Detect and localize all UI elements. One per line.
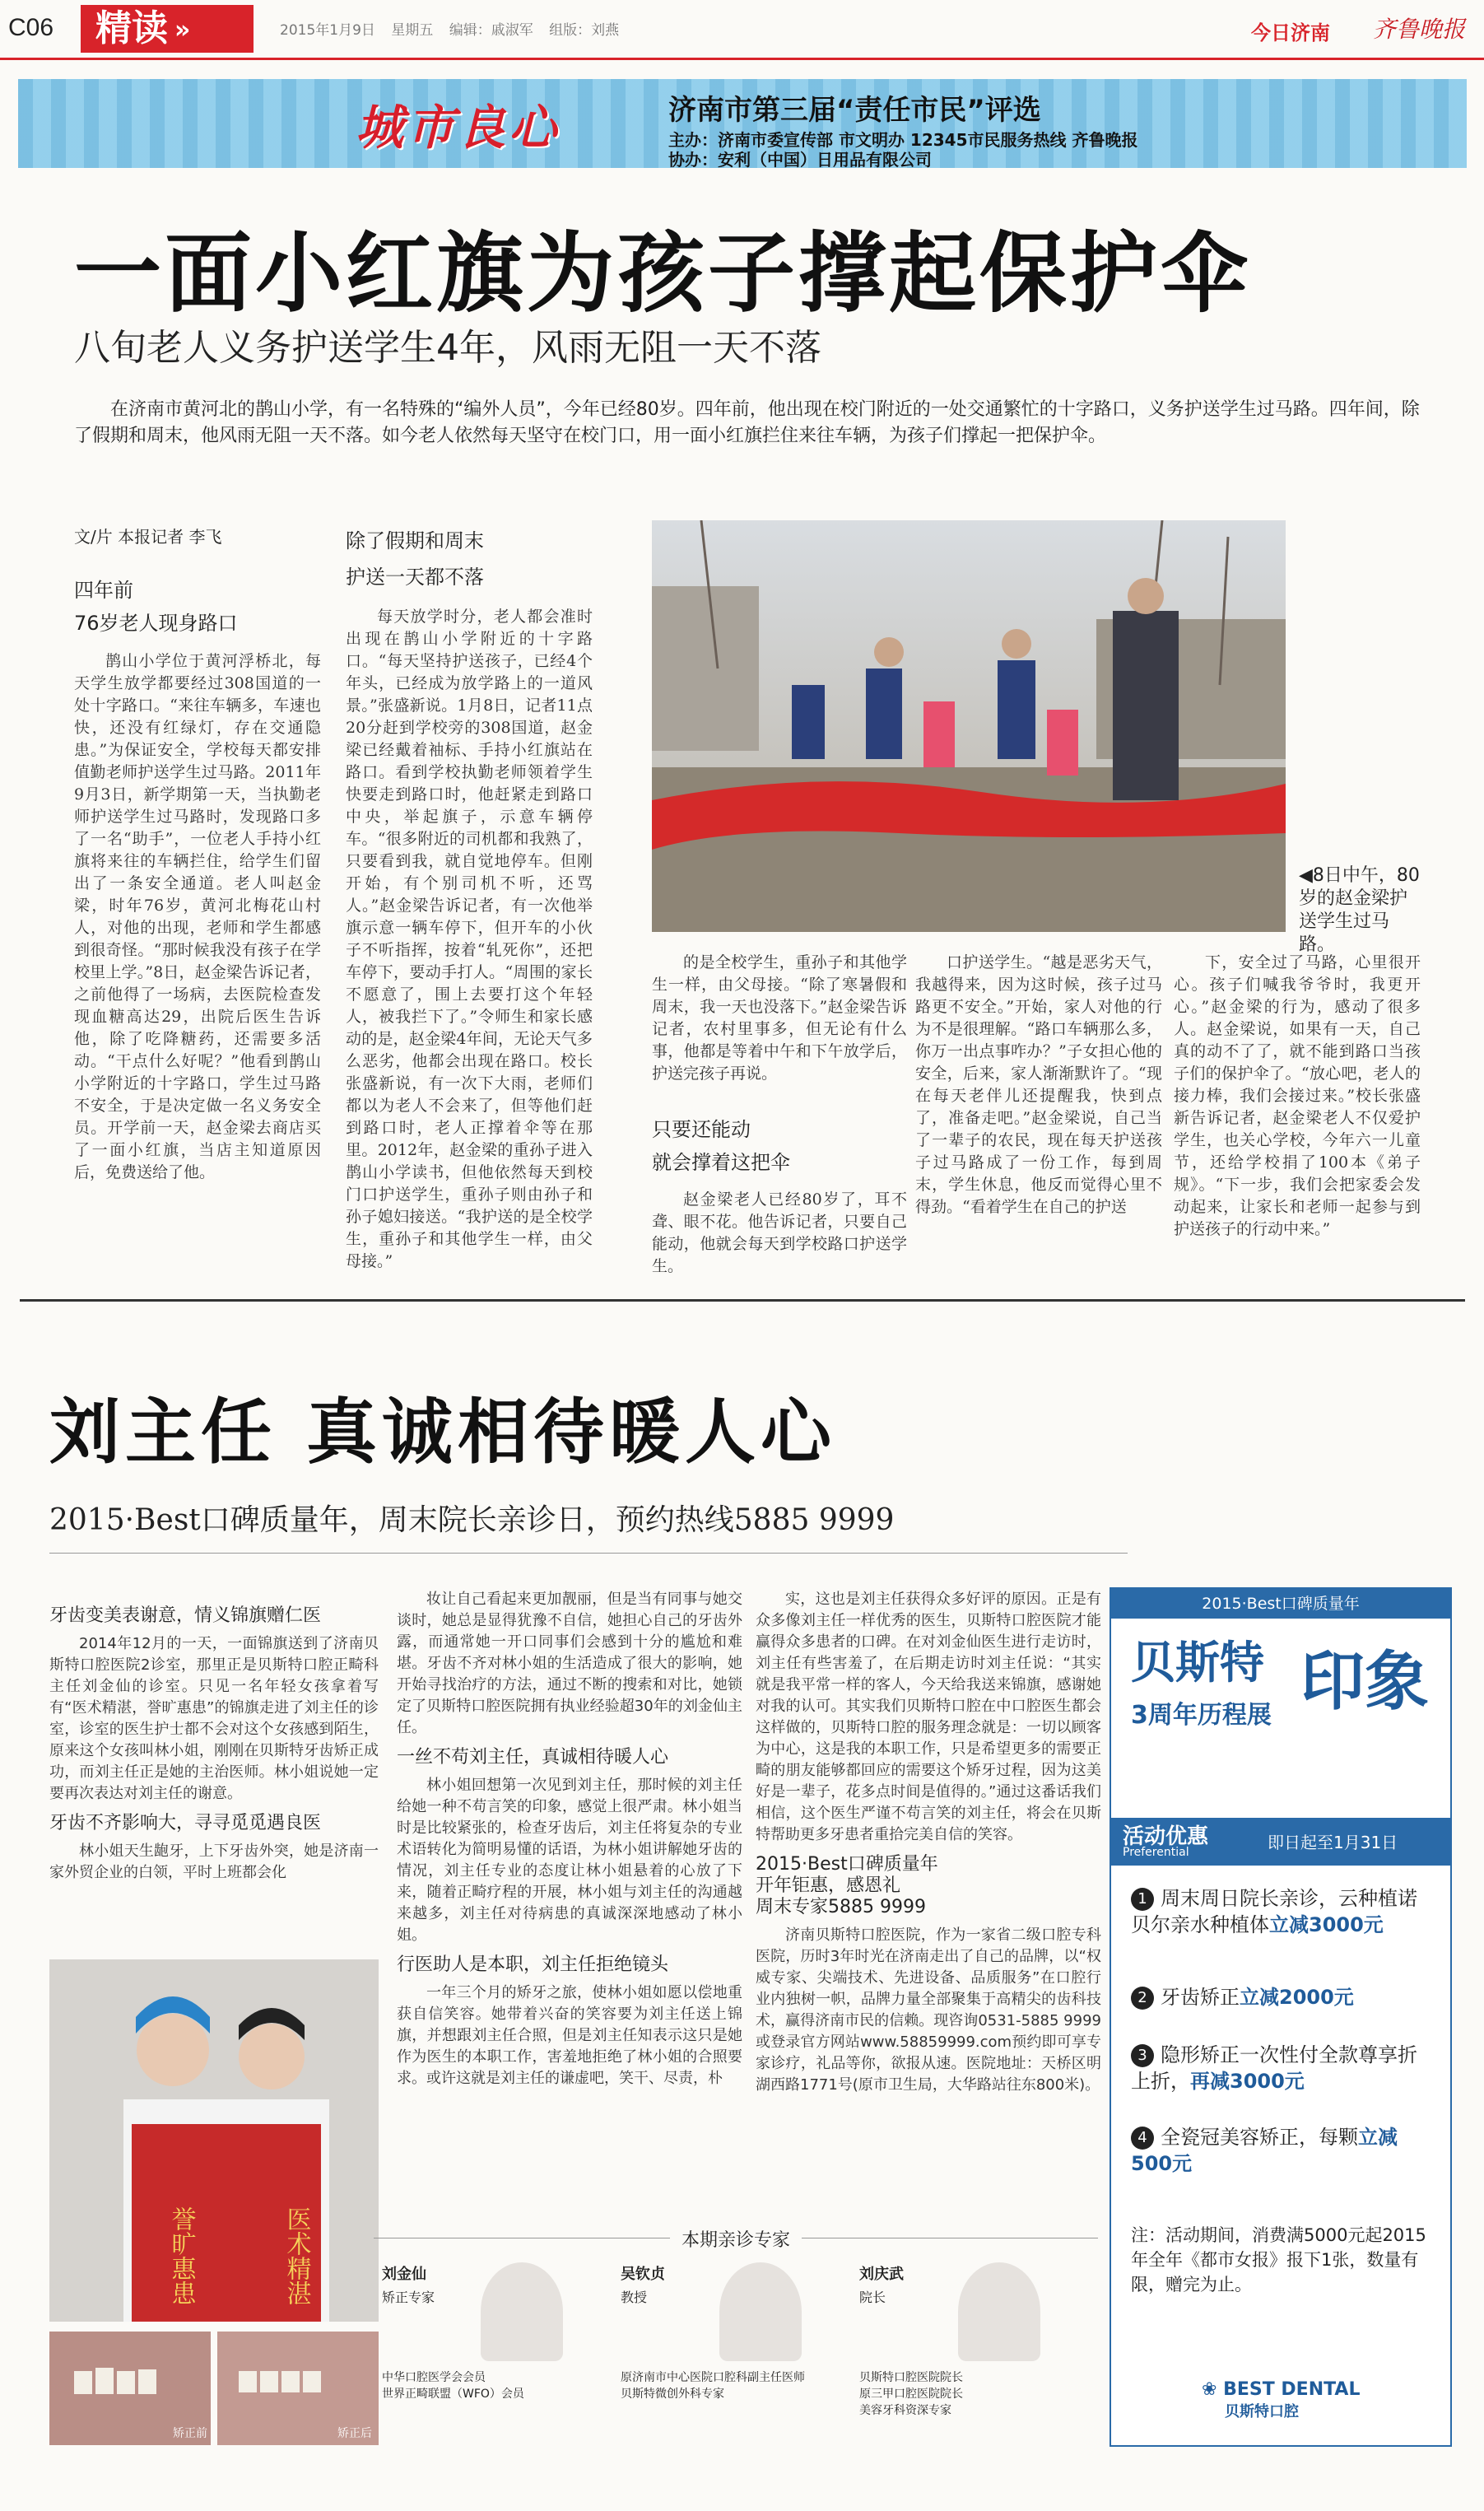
- expert-name: 刘金仙: [382, 2266, 426, 2283]
- article-headline: 一面小红旗为孩子撑起保护伞: [74, 223, 1251, 324]
- expert-desc: 原济南市中心医院口腔科副主任医师 贝斯特微创外科专家: [621, 2371, 805, 2401]
- flower-icon: ❀: [1202, 2379, 1217, 2400]
- expert-card: [859, 2262, 1090, 2443]
- news-photo-image: [652, 520, 1286, 932]
- promo-highlight: 立减2000元: [1240, 1986, 1354, 2009]
- banner-coorganizer: 协办：安利（中国）日用品有限公司: [668, 150, 932, 168]
- section-title: 就会撑着这把伞: [652, 1151, 790, 1174]
- promo-text: 牙齿矫正: [1161, 1986, 1240, 2009]
- ad-text: 一年三个月的矫牙之旅，使林小姐如愿以偿地重获自信笑容。她带着兴奋的笑容要为刘主任送上锦旗，并想跟刘主任合照，但是刘主任知表示这只是她作为医生的本职工作，害羞地拒绝了林小姐的合照要求。或许这就是刘主任的谦虚吧，笑干、尽责，朴: [397, 1984, 742, 2087]
- campaign-banner: [18, 79, 1467, 168]
- promo-text: 全瓷冠美容矫正，每颗: [1161, 2126, 1358, 2149]
- number-badge: 1: [1131, 1888, 1154, 1911]
- promo-item: [1131, 1984, 1435, 2010]
- article-subhead: 八旬老人义务护送学生4年，风雨无阻一天不落: [74, 327, 821, 369]
- column-text: 赵金梁老人已经80岁了，耳不聋、眼不花。他告诉记者，只要自己能动，他就会每天到学校路口护送学生。: [652, 1190, 907, 1275]
- page-number: C06: [8, 14, 54, 41]
- promo-item: [1131, 1885, 1435, 1938]
- ad-column-2: [397, 1589, 742, 2231]
- expert-card: [621, 2262, 851, 2443]
- ad-headline: 刘主任 真诚相待暖人心: [49, 1391, 836, 1474]
- promo-item: [1131, 2042, 1435, 2094]
- ad-column-1: [49, 1597, 379, 1943]
- expert-title: 矫正专家: [382, 2290, 435, 2305]
- issue-meta: 2015年1月9日 星期五 编辑：戚淑军 组版：刘燕: [280, 22, 620, 39]
- banner-logo: 城市良心: [356, 100, 561, 156]
- expert-desc: 贝斯特口腔医院院长 原三甲口腔医院院长 美容牙科资深专家: [859, 2371, 963, 2417]
- ad-text: 妆让自己看起来更加靓丽，但是当有同事与她交谈时，她总是显得犹豫不自信，她担心自己的牙齿外露，而通常她一开口同事们会感到十分的尴尬和难堪。牙齿不齐对林小姐的生活造成了很大的影响，她开始寻找治疗的方法，通过不断的搜索和对比，她锁定了贝斯特口腔医院拥有执业经验超30年的刘金仙主任。: [397, 1591, 742, 1736]
- banner-title: 济南市第三届“责任市民”评选: [668, 94, 1041, 127]
- number-badge: 2: [1131, 1987, 1154, 2010]
- promo-sidebar: [1110, 1587, 1452, 2447]
- expert-name: 刘庆武: [859, 2266, 904, 2283]
- column-text: 下，安全过了马路，心里很开心。孩子们喊我爷爷时，我更开心。”赵金梁的行为，感动了很多人。赵金梁说，如果有一天，自己真的动不了了，就不能到路口当孩子们的保护伞了。“放心吧，老人的接力棒，我们会接过来。”校长张盛新告诉记者，赵金梁老人不仅爱护学生，也关心学校，今年六一儿童节，还给学校捐了100本《弟子规》。“下一步，我们会把家委会发动起来，让家长和老师一起参与到护送孩子的行动中来。”: [1174, 953, 1421, 1238]
- ad-column-3: [756, 1589, 1101, 2231]
- sidebar-note: 注：活动期间，消费满5000元起2015年全年《都市女报》报下1张，数量有限，赠完为止。: [1131, 2225, 1426, 2294]
- expert-portrait: [481, 2262, 563, 2361]
- sidebar-top: 2015·Best口碑质量年: [1111, 1589, 1450, 1619]
- sidebar-subtitle: 3周年历程展: [1131, 1701, 1272, 1730]
- triangle-left-icon: ◀: [1299, 865, 1313, 886]
- ad-text: 林小姐回想第一次见到刘主任，那时候的刘主任给她一种不苟言笑的印象，感觉上很严肃。林小姐当时是比较紧张的，检查牙齿后，刘主任将复杂的专业术语转化为简明易懂的话语，为林小姐讲解她牙齿的情况，刘主任专业的态度让林小姐悬着的心放了下来，随着正畸疗程的开展，林小姐与刘主任的沟通越来越多，刘主任对待病患的真诚深深地感动了林小姐。: [397, 1777, 742, 1944]
- section-title: 除了假期和周末: [346, 529, 484, 552]
- double-chevron-icon: »: [174, 16, 191, 44]
- banner-text-right: 医术精湛: [281, 2206, 311, 2305]
- photo-caption: [1299, 864, 1422, 957]
- column-text: 口护送学生。“越是恶劣天气，我越得来，因为这时候，孩子过马路更不安全。”开始，家人对他的行为不是很理解。“路口车辆那么多，你万一出点事咋办？”子女担心他的安全，后来，家人渐渐默许了。“现在每天老伴儿还提醒我，快到点了，准备走吧。”赵金梁说，自己当了一辈子的农民，现在每天护送孩子过马路成了一份工作，每到周末，学生休息，他反而觉得心里不得劲。“看着学生在自己的护送: [915, 953, 1162, 1216]
- expert-portrait: [719, 2262, 802, 2361]
- photo-caption-before: 矫正前: [173, 2427, 207, 2440]
- expert-name: 吴钦贞: [621, 2266, 665, 2283]
- expert-portrait: [958, 2262, 1040, 2361]
- banner-organizer: 主办：济南市委宣传部 市文明办 12345市民服务热线 齐鲁晚报: [668, 130, 1138, 150]
- section-name: [81, 5, 254, 53]
- ad-section-title: 牙齿变美表谢意，情义锦旗赠仁医: [49, 1605, 322, 1626]
- activity-date: 即日起至1月31日: [1268, 1833, 1398, 1852]
- ad-photo: [49, 1959, 379, 2445]
- promo-text: 隐形矫正一次性付全款尊享折上折，: [1131, 2043, 1417, 2093]
- news-photo: [652, 520, 1286, 932]
- promo-text: 周末周日院长亲诊，云种植诺贝尔亲水种植体: [1131, 1887, 1417, 1936]
- experts-title: 本期亲诊专家: [670, 2226, 802, 2252]
- promo-highlight: 立减500元: [1131, 2126, 1398, 2175]
- ad-text: 林小姐天生龅牙，上下牙齿外突，她是济南一家外贸企业的白领，平时上班都会化: [49, 1842, 379, 1881]
- ad-text: 实，这也是刘主任获得众多好评的原因。正是有众多像刘主任一样优秀的医生，贝斯特口腔医院才能赢得众多患者的口碑。在对刘金仙医生进行走访时，刘主任有些害羞了，在后期走访时刘主任说：“其实就是我平常一样的客人，今天给我送来锦旗，感谢她对我的认可。其实我们贝斯特口腔在中口腔医生都会这样做的，贝斯特口腔的服务理念就是：一切以顾客为中心，这是我的本职工作，只是希望更多的需要正畸的朋友能够都回应的需要这个矫牙过程，因为这美好是一辈子，花多点时间是值得的。”通过这番话我们相信，这个医生严谨不苟言笑的刘主任，将会在贝斯特帮助更多牙患者重拾完美自信的笑容。: [756, 1591, 1101, 1843]
- expert-desc: 中华口腔医学会会员 世界正畸联盟（WFO）会员: [382, 2371, 524, 2401]
- activity-bar: [1111, 1818, 1450, 1866]
- section-title: 只要还能动: [652, 1118, 751, 1141]
- logo-en: BEST DENTAL: [1223, 2379, 1361, 2400]
- expert-card: [382, 2262, 612, 2443]
- sidebar-title: 贝斯特: [1131, 1637, 1264, 1689]
- brand-left: 今日济南: [1251, 21, 1330, 44]
- number-badge: 3: [1131, 2044, 1154, 2067]
- ad-section-title: 一丝不苟刘主任，真诚相待暖人心: [397, 1747, 669, 1768]
- ad-subhead: 2015·Best口碑质量年，周末院长亲诊日，预约热线5885 9999: [49, 1503, 895, 1537]
- activity-label: 活动优惠: [1123, 1824, 1209, 1849]
- header-rule: [0, 58, 1484, 60]
- sidebar-title-big: 印象: [1300, 1645, 1430, 1719]
- ad-text: 2014年12月的一天，一面锦旗送到了济南贝斯特口腔医院2诊室，那里正是贝斯特口腔正畸科主任刘金仙的诊室。只见一名年轻女孩拿着写有“医术精湛，誉旷惠患”的锦旗走进了刘主任的诊室，诊室的医生护士都不会对这个女孩感到陌生，原来这个女孩叫林小姐，刚刚在贝斯特牙齿矫正成功，而刘主任正是她的主治医师。林小姐说她一定要再次表达对刘主任的谢意。: [49, 1635, 379, 1802]
- caption-text: 8日中午，80岁的赵金梁护送学生过马路。: [1299, 865, 1420, 955]
- ad-section-title: 2015·Best口碑质量年 开年钜惠，感恩礼 周末专家5885 9999: [756, 1854, 938, 1917]
- section-divider: [20, 1299, 1465, 1302]
- newspaper-logo: 齐鲁晚报: [1373, 16, 1466, 43]
- article-column-3b: [652, 1189, 907, 1276]
- column-text: 鹊山小学位于黄河浮桥北，每天学生放学都要经过308国道的一处十字路口。“来往车辆多，车速也快，还没有红绿灯，存在交通隐患。”为保证安全，学校每天都安排值勤老师护送学生过马路。2011年9月3日，新学期第一天，当执勤老师护送学生过马路时，发现路口多了一名“助手”，一位老人手持小红旗将来往的车辆拦住，给学生们留出了一条安全通道。老人叫赵金梁，时年76岁，黄河北梅花山村人，对他的出现，老师和学生都感到很奇怪。“那时候我没有孩子在学校里上学。”8日，赵金梁告诉记者，之前他得了一场病，去医院检查发现血糖高达29，出院后医生告诉他，除了吃降糖药，还需要多活动。“干点什么好呢？”他看到鹊山小学附近的十字路口，学生过马路不安全，于是决定做一名义务安全员。开学前一天，赵金梁去商店买了一面小红旗，当店主知道原因后，免费送给了他。: [74, 652, 321, 1181]
- byline: 文/片 本报记者 李飞: [74, 527, 222, 547]
- promo-highlight: 再减3000元: [1190, 2070, 1305, 2093]
- ad-photo-image: [49, 1959, 379, 2445]
- ad-text: 济南贝斯特口腔医院，作为一家省二级口腔专科医院，历时3年时光在济南走出了自己的品牌，以“权威专家、尖端技术、先进设备、品质服务”在口腔行业内独树一帜，品牌力量全部聚集于高精尖的齿科技术，赢得济南市民的信赖。现咨询0531-5885 9999或登录官方网站www.58859999.com预约即可享专家诊疗，礼品等你，欲报从速。医院地址：天桥区明湖西路1771号(原市卫生局，大华路站往东800米)。: [756, 1926, 1101, 2094]
- expert-title: 院长: [859, 2290, 886, 2305]
- banner-text-left: 誉旷惠患: [166, 2206, 196, 2305]
- article-column-3: [652, 952, 907, 1108]
- section-label: 精读: [95, 7, 168, 49]
- section-title: 护送一天都不落: [346, 566, 484, 589]
- ad-rule: [49, 1553, 1128, 1554]
- promo-highlight: 立减3000元: [1269, 1913, 1384, 1936]
- article-column-4: [915, 952, 1162, 1276]
- article-column-2: [346, 606, 593, 1274]
- number-badge: 4: [1131, 2127, 1154, 2150]
- promo-item: [1131, 2124, 1435, 2177]
- section-title: 76岁老人现身路口: [74, 612, 238, 635]
- photo-caption-after: 矫正后: [337, 2427, 372, 2440]
- column-text: 的是全校学生，重孙子和其他学生一样，由父母接。“除了寒暑假和周末，我一天也没落下。”赵金梁告诉记者，农村里事多，但无论有什么事，他都是等着中午和下午放学后，护送完孩子再说。: [652, 953, 907, 1083]
- column-text: 每天放学时分，老人都会准时出现在鹊山小学附近的十字路口。“每天坚持护送孩子，已经4个年头，已经成为放学路上的一道风景。”张盛新说。1月8日，记者11点20分赶到学校旁的308国道，赵金梁已经戴着袖标、手持小红旗站在路口。看到学校执勤老师领着学生快要走到路口时，他赶紧走到路口中央，举起旗子，示意车辆停车。“很多附近的司机都和我熟了，只要看到我，就自觉地停车。但刚开始，有个别司机不听，还骂人。”赵金梁告诉记者，有一次他举旗示意一辆车停下，但开车的小伙子不听指挥，按着“轧死你”，还把车停下，要动手打人。“周围的家长不愿意了，围上去要打这个年轻人，被我拦下了。”令师生和家长感动的是，赵金梁4年间，无论天气多么恶劣，他都会出现在路口。校长张盛新说，有一次下大雨，老师们都以为老人不会来了，但等他们赶到路口时，老人正撑着伞等在那里。2012年，赵金梁的重孙子进入鹊山小学读书，但他依然每天到校门口护送学生，重孙子则由孙子和孙子媳妇接送。“我护送的是全校学生，重孙子和其他学生一样，由父母接。”: [346, 608, 593, 1270]
- section-title: 四年前: [74, 579, 133, 602]
- article-column-1: [74, 650, 321, 1276]
- article-lead: 在济南市黄河北的鹊山小学，有一名特殊的“编外人员”，今年已经80岁。四年前，他出现在校门附近的一处交通繁忙的十字路口，义务护送学生过马路。四年间，除了假期和周末，他风雨无阻一天不落。如今老人依然每天坚守在校门口，用一面小红旗拦住来往车辆，为孩子们撑起一把保护伞。: [74, 399, 1420, 446]
- best-dental-logo: [1202, 2379, 1360, 2421]
- article-column-5: [1174, 952, 1421, 1276]
- experts-panel: [374, 2230, 1098, 2452]
- ad-section-title: 行医助人是本职，刘主任拒绝镜头: [397, 1954, 669, 1975]
- ad-section-title: 牙齿不齐影响大，寻寻觅觅遇良医: [49, 1813, 322, 1833]
- expert-title: 教授: [621, 2290, 648, 2305]
- activity-label-en: Preferential: [1123, 1846, 1189, 1859]
- logo-cn: 贝斯特口腔: [1225, 2403, 1299, 2420]
